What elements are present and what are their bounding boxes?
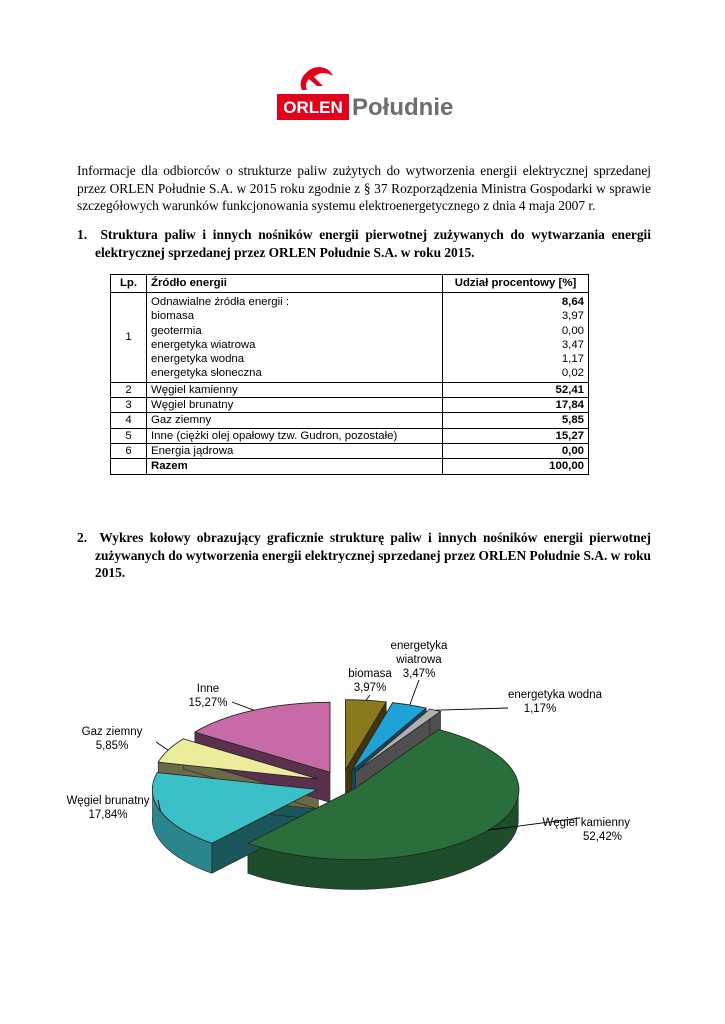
section-2-number: 2.	[77, 530, 88, 545]
row-source: Węgiel kamienny	[147, 382, 443, 397]
renewables-value: 8,64	[561, 296, 584, 308]
row-source-cell	[147, 293, 443, 383]
table-row	[111, 443, 589, 458]
label-gaz-pct: 5,85%	[95, 740, 129, 752]
sub-value-geotermia: 0,00	[561, 324, 584, 337]
orlen-poludnie-logo	[277, 62, 462, 122]
label-biomasa-name: biomasa	[348, 668, 392, 680]
sub-value-biomasa: 3,97	[561, 310, 584, 323]
row-lp: 2	[111, 382, 147, 397]
section-1-number: 1.	[77, 227, 88, 242]
sub-value-wodna: 1,17	[561, 353, 584, 366]
pie-leader-line	[232, 702, 254, 710]
sub-label-sloneczna: energetyka słoneczna	[151, 367, 262, 380]
sub-label-biomasa: biomasa	[151, 310, 195, 323]
row-source: Węgiel brunatny	[147, 398, 443, 413]
intro-paragraph: Informacje dla odbiorców o strukturze paliw zużytych do wytworzenia energii elektrycznej sprzedanej przez ORLEN Południe S.A. w 2015 roku zgodnie z § 37 Rozporządzenia Ministra Gospodarki w sprawie szczegółowych warunków funkcjonowania systemu elektroenergetycznego z dnia 4 maja 2007 r.	[77, 163, 651, 213]
pie-leader-line	[156, 742, 168, 750]
table-header-row	[111, 275, 589, 293]
row-lp: 3	[111, 398, 147, 413]
row-lp: 1	[111, 293, 147, 383]
sub-label-wodna: energetyka wodna	[151, 353, 245, 366]
energy-sources-table	[110, 274, 589, 475]
pie-leader-line	[366, 695, 370, 700]
header-lp: Lp.	[111, 275, 147, 293]
table-row	[111, 428, 589, 443]
row-value: 52,41	[443, 382, 589, 397]
label-gaz-name: Gaz ziemny	[81, 726, 143, 738]
label-wiatrowa-name-1: energetyka	[390, 640, 448, 652]
pie-leader-line	[410, 680, 419, 705]
renewables-label: Odnawialne źródła energii :	[151, 296, 290, 308]
table-total-row	[111, 459, 589, 474]
table-row	[111, 382, 589, 397]
section-2-heading	[77, 529, 651, 582]
label-inne-name: Inne	[196, 683, 220, 695]
section-1-heading	[77, 226, 651, 261]
row-value-cell	[443, 293, 589, 383]
label-brunatny-name: Węgiel brunatny	[66, 795, 150, 807]
row-source: Energia jądrowa	[147, 443, 443, 458]
label-wodna-name: energetyka wodna	[508, 689, 602, 701]
row-lp: 5	[111, 428, 147, 443]
row-value: 15,27	[443, 428, 589, 443]
label-kamienny-name: Węgiel kamienny	[542, 817, 630, 829]
row-source: Inne (ciężki olej opałowy tzw. Gudron, pozostałe)	[147, 428, 443, 443]
pie-leader-line	[435, 708, 508, 710]
total-lp	[111, 459, 147, 474]
logo-brand: ORLEN	[283, 98, 343, 117]
row-lp: 4	[111, 413, 147, 428]
label-wiatrowa-name-2: wiatrowa	[396, 654, 442, 666]
row-source: Gaz ziemny	[147, 413, 443, 428]
section-2-title: Wykres kołowy obrazujący graficznie strukturę paliw i innych nośników energii pierwotnej zużywanych do wytworzenia energii elektrycznej sprzedanej przez ORLEN Południe S.A. w roku 2015.	[95, 530, 651, 580]
row-value: 5,85	[443, 413, 589, 428]
label-wodna-pct: 1,17%	[523, 703, 557, 715]
sub-label-wiatrowa: energetyka wiatrowa	[151, 338, 256, 351]
energy-pie-chart	[60, 620, 660, 920]
logo-name: Południe	[352, 94, 454, 121]
section-1-title: Struktura paliw i innych nośników energii pierwotnej zużywanych do wytwarzania energii elektrycznej sprzedanej przez ORLEN Południe S.A. w roku 2015.	[95, 227, 651, 260]
label-wiatrowa-pct: 3,47%	[402, 668, 436, 680]
row-value: 17,84	[443, 398, 589, 413]
label-inne-pct: 15,27%	[188, 697, 228, 709]
header-share: Udział procentowy [%]	[443, 275, 589, 293]
table-row	[111, 413, 589, 428]
eagle-icon	[301, 67, 333, 90]
table-row	[111, 398, 589, 413]
label-brunatny-pct: 17,84%	[88, 809, 128, 821]
sub-label-geotermia: geotermia	[151, 324, 202, 337]
label-biomasa-pct: 3,97%	[353, 682, 387, 694]
label-kamienny-pct: 52,42%	[582, 831, 622, 843]
pie-tops	[152, 700, 519, 860]
sub-value-wiatrowa: 3,47	[561, 338, 584, 351]
table-row-renewables	[111, 293, 589, 383]
total-label: Razem	[147, 459, 443, 474]
total-value: 100,00	[443, 459, 589, 474]
sub-value-sloneczna: 0,02	[561, 367, 584, 380]
header-source: Źródło energii	[147, 275, 443, 293]
row-lp: 6	[111, 443, 147, 458]
row-value: 0,00	[443, 443, 589, 458]
